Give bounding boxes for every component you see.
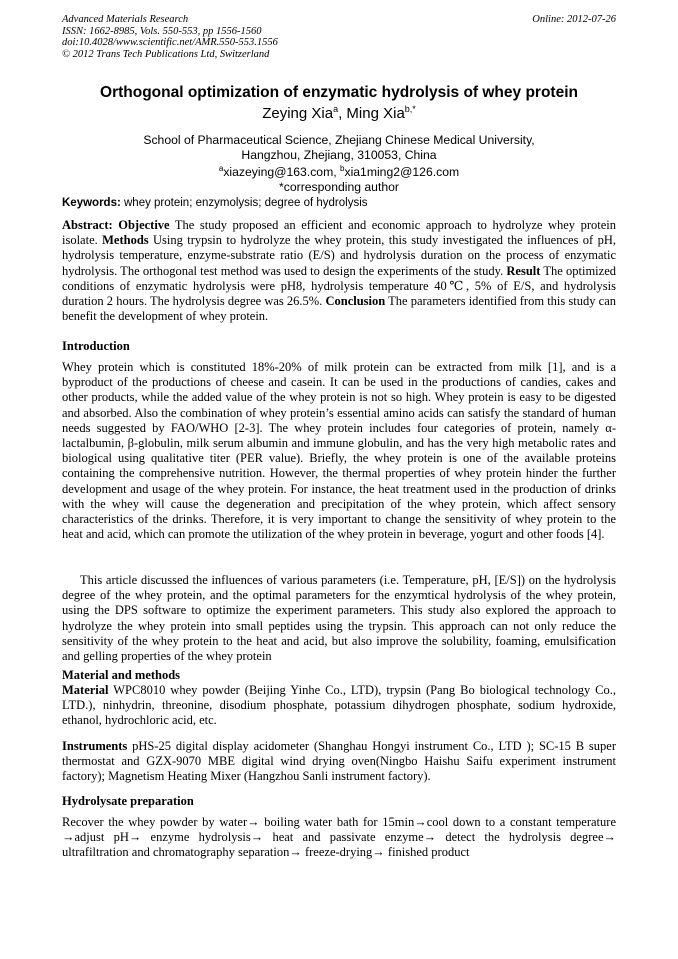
abstract: Abstract: Objective The study proposed an efficient and economic approach to hydrolyze whey protein isolate. Methods Using trypsin to hydrolyze the whey protein, this study investigated the influences of pH, hydrolysis temperature, enzyme-substrate ratio (E/S) and hydrolysis duration on the process of enzymatic hydrolysis. The orthogonal test method was used to design the experiments of the study. Result The optimized conditions of enzymatic hydrolysis were pH8, hydrolysis temperature 40℃, 5% of E/S, and hydrolysis duration 2 hours. The hydrolysis degree was 26.5%. Conclusion The parameters identified from this study can benefit the development of whey protein.	[62, 218, 617, 324]
author-separator: ,	[338, 105, 347, 122]
paper-title: Orthogonal optimization of enzymatic hydrolysis of whey protein	[100, 84, 578, 101]
author-affil-mark: a	[333, 104, 339, 114]
instruments-paragraph: Instruments pHS-25 digital display acidometer (Shanghau Hongyi instrument Co., LTD ); SC-15 B super thermostat and GZX-9070 MBE digital wind drying oven(Ningbo Haishu Saifu experiment instrument factory); Magnetism Heating Mixer (Hangzhou Sanli instrument factory).	[62, 739, 616, 784]
affiliation-block	[62, 133, 616, 194]
section-heading-hydrolysate: Hydrolysate preparation	[62, 794, 194, 808]
journal-header	[62, 14, 616, 60]
corresponding-author-note: *corresponding author	[279, 179, 399, 194]
issn-line: ISSN: 1662-8985, Vols. 550-553, pp 1556-1560	[62, 25, 262, 37]
journal-name: Advanced Materials Research	[62, 14, 189, 25]
keywords-text: whey protein; enzymolysis; degree of hydrolysis	[120, 197, 368, 209]
affiliation-line: School of Pharmaceutical Science, Zhejiang Chinese Medical University,	[143, 133, 535, 147]
email-line: $^a$xiazeying@163.com, $^b$xia1ming2@126.com	[218, 164, 460, 180]
keywords-line	[62, 197, 616, 209]
email-a: xiazeying@163.com,	[223, 165, 341, 180]
material-paragraph: Material WPC8010 whey powder (Beijing Yinhe Co., LTD), trypsin (Pang Bo biological technology Co., LTD.), ninhydrin, threonine, disodium phosphate, potassium dihydrogen phosphate, sodium hydroxide, ethanol, hydrochloric acid, etc.	[62, 683, 616, 728]
author-name: Ming Xia	[346, 105, 405, 122]
section-heading-methods: Material and methods	[62, 668, 181, 682]
online-date: Online: 2012-07-26	[532, 14, 616, 25]
hydrolysate-paragraph: Recover the whey powder by water→ boiling water bath for 15min→cool down to a constant temperature →adjust pH→ enzyme hydrolysis→ heat and passivate enzyme→ detect the hydrolysis degree→ ultrafiltration and chromatography separation→ freeze-drying→ finished product	[62, 815, 616, 860]
section-heading-introduction: Introduction	[62, 339, 130, 353]
doi-line: doi:10.4028/www.scientific.net/AMR.550-553.1556	[62, 37, 278, 48]
intro-paragraph: This article discussed the influences of various parameters (i.e. Temperature, pH, [E/S]) on the hydrolysis degree of the whey protein, and the optimal parameters for the enzymtical hydrolysis of the whey protein, using the DPS software to optimize the experiment parameters. This study also explored the approach to hydrolyze the whey protein into small peptides using the trypsin. This approach can not only reduce the sensitivity of the whey protein to the heat and acid, but also improve the solubility, foaming, emulsification and gelling properties of the whey protein	[62, 573, 616, 664]
keywords-label: Keywords:	[62, 197, 121, 209]
author-list	[62, 104, 616, 122]
email-b: xia1ming2@126.com	[344, 165, 460, 180]
intro-paragraph: Whey protein which is constituted 18%-20% of milk protein can be extracted from milk [1], and is a byproduct of the productions of cheese and casein. It can be used in the productions of candies, cakes and other products, while the added value of the whey protein is not so high. Whey protein is easy to be digested and absorbed. Also the combination of whey protein’s essential amino acids can satisfy the standard of human needs suggested by FAO/WHO [2-3]. The whey protein includes four categories of protein, namely α-lactalbumin, β-globulin, milk serum albumin and immune globulin, and has the very high metabolic rates and biological using qualitative titer (PER value). Briefly, the whey protein is one of the available proteins containing the comprehensive nutrition. However, the thermal properties of whey protein hinder the further development and usage of the whey protein. For instance, the heat treatment used in the production of drinks with the whey will cause the degeneration and precipitation of the whey protein, which affect sensory characteristics of the drinks. Therefore, it is very important to change the sensitivity of whey protein to the heat and acid, which can promote the utilization of the whey protein in beverage, yogurt and other foods [4].	[62, 360, 616, 542]
author-name: Zeying Xia	[262, 105, 334, 122]
author-affil-mark: b,*	[404, 104, 416, 114]
affiliation-line: Hangzhou, Zhejiang, 310053, China	[241, 147, 437, 162]
copyright-line: © 2012 Trans Tech Publications Ltd, Switzerland	[62, 48, 270, 60]
